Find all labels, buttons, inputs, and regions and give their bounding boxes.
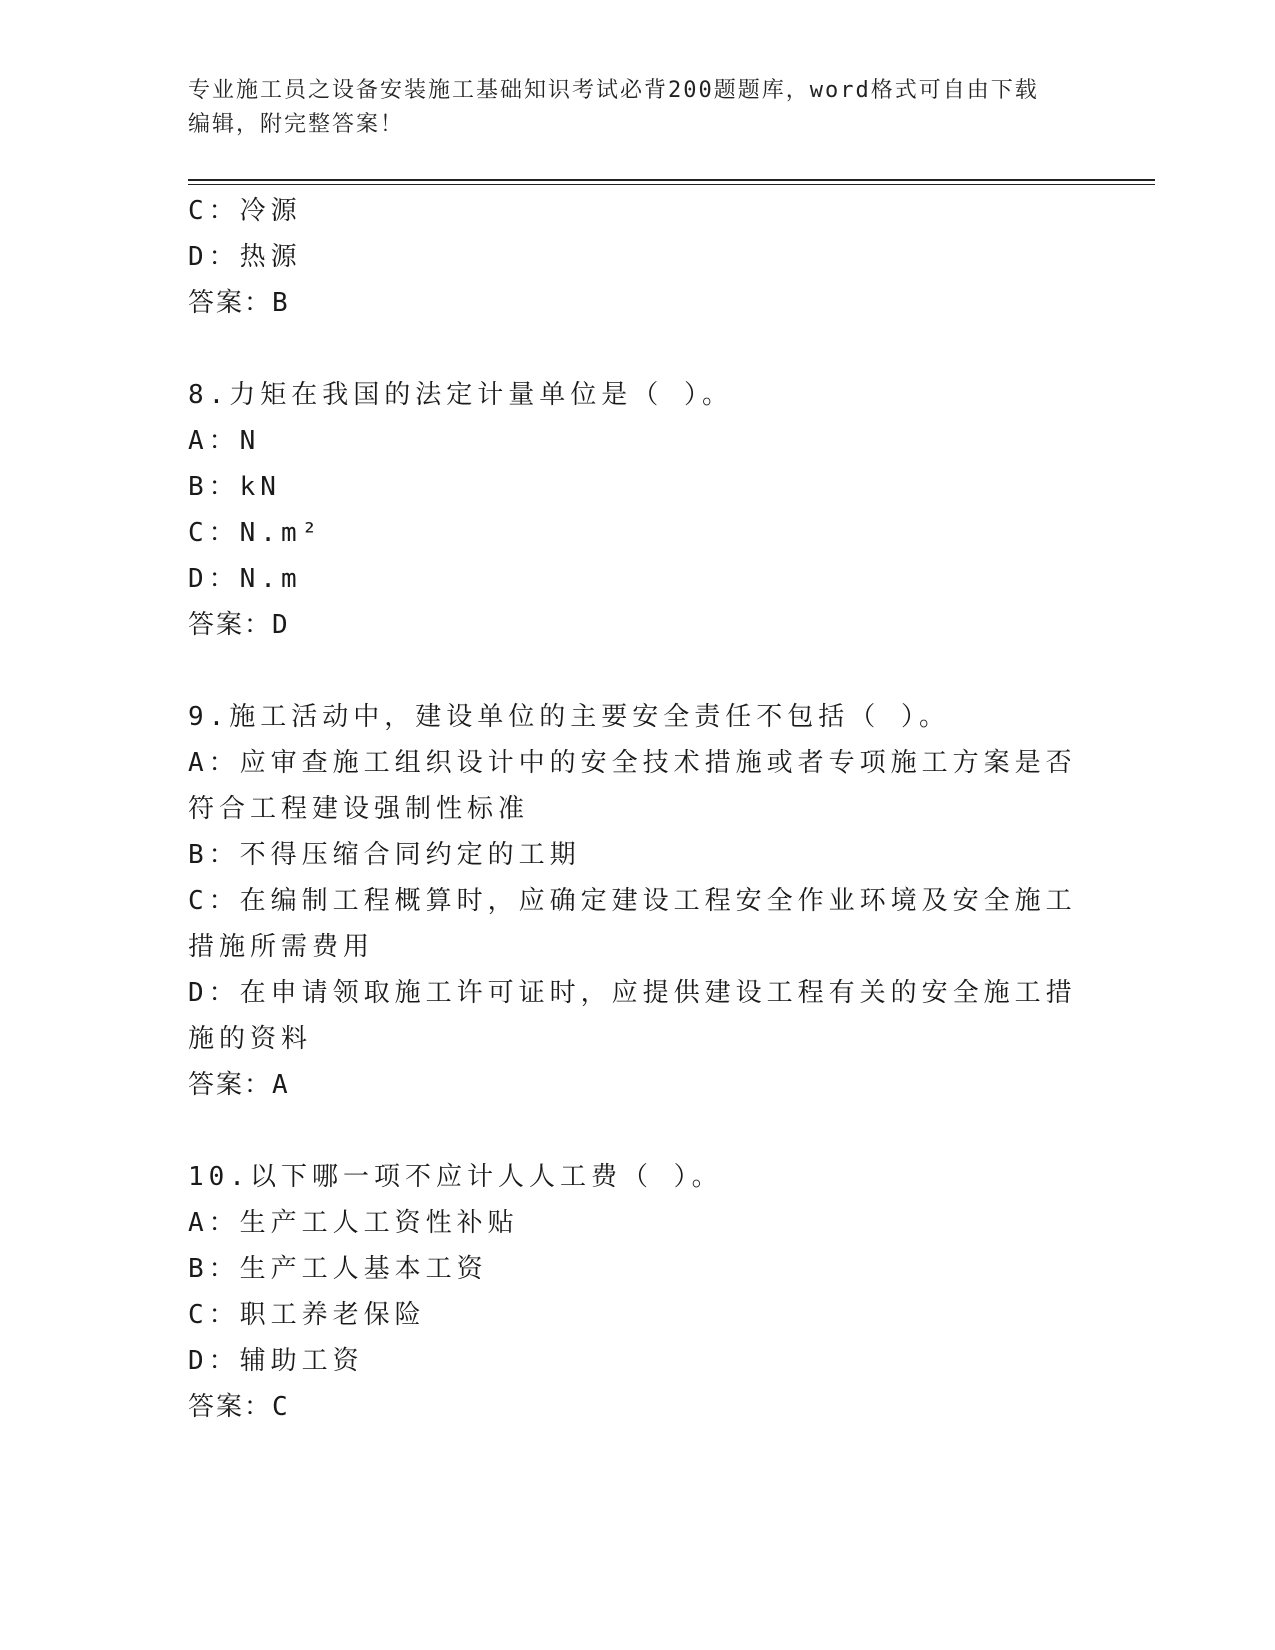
answer-value: A [272, 1070, 290, 1100]
option-d: D：热源 [188, 242, 302, 272]
answer-line [188, 602, 1088, 648]
header-line-2: 编辑，附完整答案！ [188, 112, 405, 137]
answer-value: B [272, 288, 290, 318]
option-d: D：N.m [188, 564, 302, 594]
option-a: A：N [188, 426, 261, 456]
question-9 [188, 694, 1088, 1108]
answer-label: 答案： [188, 610, 273, 640]
answer-line [188, 1384, 1088, 1430]
option-b: B：不得压缩合同约定的工期 [188, 840, 581, 870]
answer-value: D [272, 610, 290, 640]
answer-label: 答案： [188, 1392, 273, 1422]
answer-value: C [272, 1392, 290, 1422]
question-7-continued [188, 188, 1088, 326]
answer-label: 答案： [188, 288, 273, 318]
option-a: A：应审查施工组织设计中的安全技术措施或者专项施工方案是否符合工程建设强制性标准 [188, 748, 1077, 824]
option-c: C：职工养老保险 [188, 1300, 426, 1330]
question-stem: 10.以下哪一项不应计人人工费（ ）。 [188, 1162, 723, 1192]
option-d: D：在申请领取施工许可证时，应提供建设工程有关的安全施工措施的资料 [188, 978, 1077, 1054]
question-10 [188, 1154, 1088, 1430]
question-stem: 8.力矩在我国的法定计量单位是（ ）。 [188, 380, 733, 410]
question-stem: 9.施工活动中，建设单位的主要安全责任不包括（ ）。 [188, 702, 950, 732]
option-d: D：辅助工资 [188, 1346, 364, 1376]
question-list [188, 188, 1088, 1476]
header-divider-thin [188, 184, 1155, 185]
header-divider-thick [188, 179, 1155, 181]
question-8 [188, 372, 1088, 648]
document-header [188, 74, 1088, 142]
answer-line [188, 280, 1088, 326]
answer-label: 答案： [188, 1070, 273, 1100]
option-b: B：生产工人基本工资 [188, 1254, 488, 1284]
option-c: C：在编制工程概算时，应确定建设工程安全作业环境及安全施工措施所需费用 [188, 886, 1077, 962]
option-c: C：N.m² [188, 518, 323, 548]
option-a: A：生产工人工资性补贴 [188, 1208, 519, 1238]
header-line-1: 专业施工员之设备安装施工基础知识考试必背200题题库，word格式可自由下载 [188, 78, 1039, 103]
answer-line [188, 1062, 1088, 1108]
option-b: B：kN [188, 472, 281, 502]
option-c: C：冷源 [188, 196, 302, 226]
